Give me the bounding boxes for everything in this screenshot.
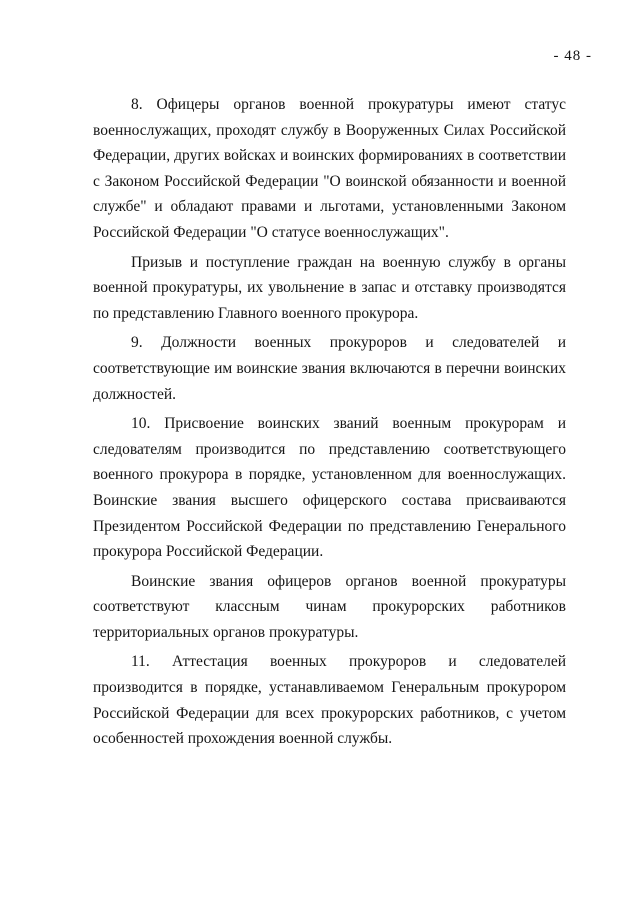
page-number: - 48 - <box>553 48 592 64</box>
paragraph-item-10-ranks: 10. Присвоение воинских званий военным прокурорам и следователям производится по представлению соответствующего военного прокурора в порядке, установленном для военнослужащих. Воинские звания высшего офицерского состава присваиваются Президентом Российской Федерации по представлению Генерального прокурора Российской Федерации. <box>93 415 566 561</box>
paragraph-rank-correspondence: Воинские звания офицеров органов военной прокуратуры соответствуют классным чинам прокурорских работников территориальных органов прокуратуры. <box>93 572 566 641</box>
document-body <box>93 92 566 756</box>
paragraph-conscription: Призыв и поступление граждан на военную службу в органы военной прокуратуры, их увольнение в запас и отставку производятся по представлению Главного военного прокурора. <box>93 253 566 322</box>
paragraph-item-9-positions: 9. Должности военных прокуроров и следователей и соответствующие им воинские звания включаются в перечни воинских должностей. <box>93 334 566 403</box>
paragraph-item-11-attestation: 11. Аттестация военных прокуроров и следователей производится в порядке, устанавливаемом Генеральным прокурором Российской Федерации для всех прокурорских работников, с учетом особенностей прохождения военной службы. <box>93 653 566 748</box>
paragraph-item-8-officer-status: 8. Офицеры органов военной прокуратуры имеют статус военнослужащих, проходят службу в Вооруженных Силах Российской Федерации, других войсках и воинских формированиях в соответствии с Законом Российской Федерации "О воинской обязанности и военной службе" и обладают правами и льготами, установленными Законом Российской Федерации "О статусе военнослужащих". <box>93 96 566 241</box>
